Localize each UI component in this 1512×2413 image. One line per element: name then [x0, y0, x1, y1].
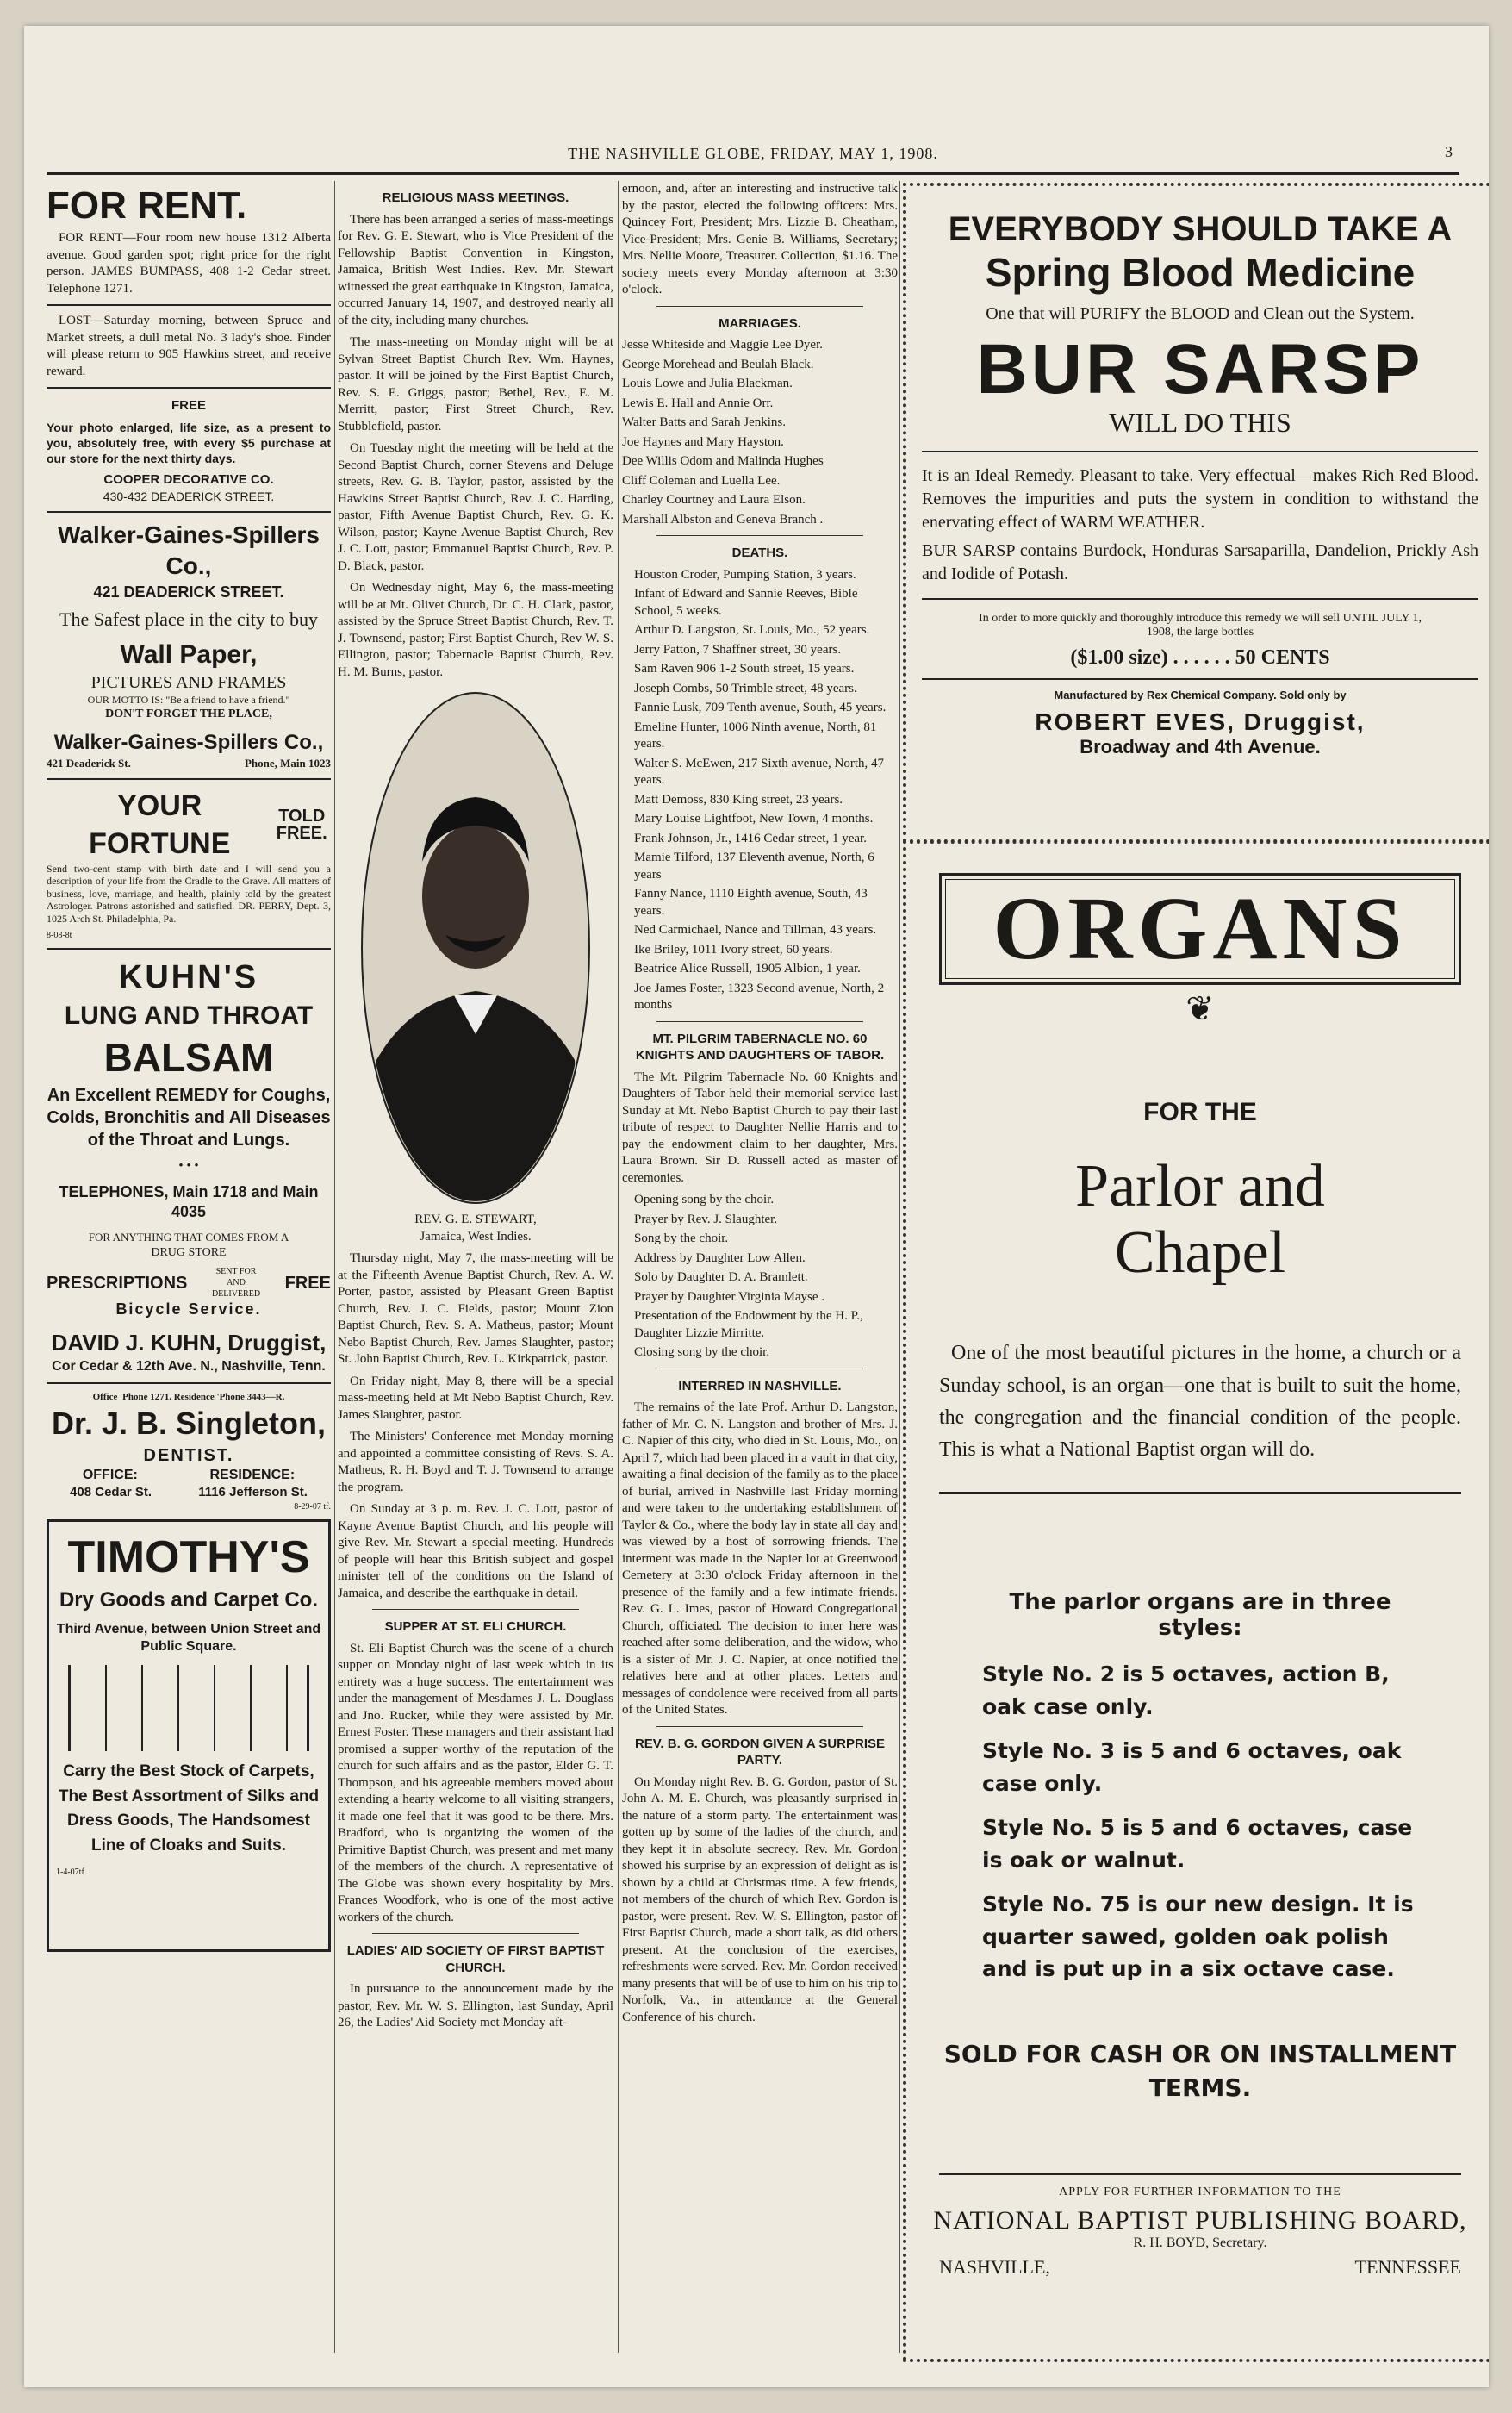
program-item: Prayer by Rev. J. Slaughter. [634, 1212, 778, 1226]
divider [372, 1609, 579, 1610]
divider [922, 598, 1478, 600]
organs-parlor: Parlor and [1075, 1153, 1325, 1220]
divider [656, 1726, 863, 1727]
for-rent-heading: FOR RENT. [47, 184, 247, 227]
fortune-header [47, 787, 331, 863]
organs-apply: APPLY FOR FURTHER INFORMATION TO THE [1059, 2185, 1341, 2199]
death-item: Emeline Hunter, 1006 Ninth avenue, North, 81 years. [634, 720, 877, 751]
organs-location [939, 2256, 1461, 2279]
singleton-addresses [47, 1484, 331, 1501]
bur-intro: In order to more quickly and thoroughly introduce this remedy we will sell UNTIL JULY 1, 1908, the large bottles [979, 612, 1422, 639]
bur-body: It is an Ideal Remedy. Pleasant to take. Very effectual—makes Rich Red Blood. Removes the impurities and puts the system in condition to withstand the enervating effect of WARM WEATHER. [922, 466, 1478, 533]
column-rule [899, 181, 900, 2353]
lost-ad: LOST—Saturday morning, between Spruce and Market streets, a dull metal No. 3 lady's shoe. Finder will please return to 905 Hawkins street, and receive reward. [47, 314, 331, 378]
divider [922, 451, 1478, 452]
singleton-name: Dr. J. B. Singleton, [51, 1405, 327, 1441]
deaths-list [622, 567, 898, 1014]
divider [47, 511, 331, 513]
bur-sarsp-ad [903, 183, 1489, 843]
death-item: Walter S. McEwen, 217 Sixth avenue, North, 47 years. [634, 756, 884, 787]
walker-dont-forget: DON'T FORGET THE PLACE, [105, 708, 272, 721]
interred-heading: INTERRED IN NASHVILLE. [678, 1378, 842, 1394]
article-paragraph: ernoon, and, after an interesting and instructive talk by the pastor, elected the following officers: Mrs. Quincey Fort, President; Mrs. Lizzie B. Cheatham, Vice-President; Mrs. Genie B. Williams, Secretary; Mrs. Nellie Moore, Treasurer. Collection, $1.16. The society meets every Monday afternoon at 3:30 o'clock. [622, 182, 898, 296]
article-paragraph: The Ministers' Conference met Monday morning and appointed a committee consisting of Revs. S. A. Matheus, R. H. Boyd and T. J. Townsend to arrange the program. [338, 1430, 613, 1494]
marriage-item: Marshall Albston and Geneva Branch . [622, 512, 824, 527]
timothys-ad [47, 1519, 331, 1952]
organs-styles-list [982, 1658, 1418, 1986]
walker-tagline: The Safest place in the city to buy [59, 608, 318, 631]
divider [656, 306, 863, 307]
death-item: Fanny Nance, 1110 Eighth avenue, South, 43 years. [634, 887, 868, 918]
page-number: 3 [1445, 143, 1453, 160]
ladies-aid-heading: LADIES' AID SOCIETY OF FIRST BAPTIST CHURCH. [346, 1943, 605, 1975]
religious-heading: RELIGIOUS MASS MEETINGS. [382, 190, 569, 205]
death-item: Joe James Foster, 1323 Second avenue, North, 2 months [634, 981, 885, 1012]
organ-style-item: Style No. 2 is 5 octaves, action B, oak case only. [982, 1662, 1390, 1719]
singleton-residence-label: RESIDENCE: [209, 1467, 296, 1482]
bur-price: ($1.00 size) . . . . . . 50 CENTS [1070, 646, 1330, 670]
organs-city: NASHVILLE, [939, 2256, 1050, 2279]
organs-title-frame [939, 873, 1461, 985]
program-item: Closing song by the choir. [634, 1345, 770, 1359]
pilgrim-heading: MT. PILGRIM TABERNACLE NO. 60 KNIGHTS AND DAUGHTERS OF TABOR. [635, 1031, 885, 1063]
singleton-phones: Office 'Phone 1271. Residence 'Phone 3443—R. [92, 1392, 285, 1403]
fortune-text: Send two-cent stamp with birth date and I will send you a description of your life from the Cradle to the Grave. All matters of business, love, marriage, and health, plainly told by the greatest Astrologer. Patrons astonished and satisfied. DR. PERRY, Dept. 3, 1025 Arch St. Philadelphia, Pa. [47, 862, 331, 925]
marriage-item: Charley Courtney and Laura Elson. [622, 493, 806, 507]
organs-sold: SOLD FOR CASH OR ON INSTALLMENT TERMS. [943, 2039, 1457, 2102]
program-list [622, 1192, 898, 1362]
flourish-ornament: ❦ [1185, 989, 1215, 1029]
divider [47, 778, 331, 780]
walker-wallpaper: Wall Paper, [120, 639, 258, 669]
bur-seller: ROBERT EVES, Druggist, [1035, 708, 1366, 736]
article-paragraph: On Wednesday night, May 6, the mass-meeting will be at Mt. Olivet Church, Dr. C. H. Clark, pastor, assisted by the Spruce Street Baptist Church, Rev. T. J. Townsend, pastor; First Baptist Church, Rev W. S. Ellington, pastor; Tabernacle Baptist Church, Rev. H. M. Burns, pastor. [338, 581, 613, 679]
marriage-item: Lewis E. Hall and Annie Orr. [622, 396, 774, 410]
bur-brand: BUR SARSP [976, 330, 1424, 408]
masthead-line: THE NASHVILLE GLOBE, FRIDAY, MAY 1, 1908. [568, 145, 938, 162]
death-item: Ike Briley, 1011 Ivory street, 60 years. [634, 942, 833, 957]
timothys-subtitle: Dry Goods and Carpet Co. [59, 1588, 319, 1612]
article-paragraph: There has been arranged a series of mass-meetings for Rev. G. E. Stewart, who is Vice President of the Fellowship Baptist Convention in Kingston, Jamaica, British West Indies. Rev. Mr. Stewart witnessed the great earthquake in Kingston, Jamaica, occurred January 14, 1907, and destroyed nearly all of the city, including many churches. [338, 212, 613, 327]
marriages-heading: MARRIAGES. [719, 315, 801, 331]
walker-ad [47, 520, 331, 771]
bur-line1: EVERYBODY SHOULD TAKE A [948, 210, 1453, 248]
death-item: Mamie Tilford, 137 Eleventh avenue, North, 6 years [634, 851, 874, 882]
program-item: Prayer by Daughter Virginia Mayse . [634, 1289, 824, 1304]
divider [939, 1492, 1461, 1494]
article-paragraph: The mass-meeting on Monday night will be at Sylvan Street Baptist Church Rev. Wm. Haynes, pastor. It will be joined by the First Baptist Church, Rev. S. E. Griggs, pastor; Bethel, Rev., E. M. Merritt, pastor; First Street Church, Rev. Stubblefield, pastor. [338, 335, 613, 433]
death-item: Houston Croder, Pumping Station, 3 years. [634, 567, 856, 582]
walker-pictures: PICTURES AND FRAMES [90, 672, 287, 692]
portrait-caption-place: Jamaica, West Indies. [420, 1229, 532, 1244]
singleton-dentist: DENTIST. [143, 1445, 234, 1465]
organ-style-item: Style No. 5 is 5 and 6 octaves, case is oak or walnut. [982, 1815, 1413, 1873]
column-rule [334, 181, 335, 2353]
fortune-code: 8-08-8t [47, 930, 72, 940]
death-item: Arthur D. Langston, St. Louis, Mo., 52 years. [634, 623, 870, 637]
walker-signature: Walker-Gaines-Spillers Co., [53, 731, 324, 755]
marriage-item: Cliff Coleman and Luella Lee. [622, 473, 781, 488]
timothys-text: Carry the Best Stock of Carpets, The Best Assortment of Silks and Dress Goods, The Handsomest Line of Cloaks and Suits. [58, 1762, 320, 1855]
kuhn-ad [47, 957, 331, 1376]
marriage-item: Dee Willis Odom and Malinda Hughes [622, 454, 824, 468]
divider [656, 1021, 863, 1022]
death-item: Fannie Lusk, 709 Tenth avenue, South, 45 years. [634, 701, 887, 714]
for-rent-ad: FOR RENT—Four room new house 1312 Alberta avenue. Good garden spot; right price for the right person. JAMES BUMPASS, 408 1-2 Cedar street. Telephone 1271. [47, 231, 331, 296]
organs-ad [903, 840, 1489, 2362]
marriage-item: George Morehead and Beulah Black. [622, 357, 814, 371]
walker-motto: OUR MOTTO IS: "Be a friend to have a friend." [87, 693, 290, 706]
death-item: Jerry Patton, 7 Shaffner street, 30 years. [634, 642, 842, 657]
cooper-name: COOPER DECORATIVE CO. [103, 472, 274, 488]
divider [939, 2173, 1461, 2175]
organ-style-item: Style No. 75 is our new design. It is quarter sawed, golden oak polish and is put up in a six octave case. [982, 1892, 1414, 1982]
walker-footer [47, 757, 331, 771]
divider [372, 1933, 579, 1934]
marriage-item: Walter Batts and Sarah Jenkins. [622, 415, 786, 429]
fortune-title: YOUR FORTUNE [89, 789, 231, 860]
singleton-office: 408 Cedar St. [70, 1485, 152, 1500]
death-item: Mary Louise Lightfoot, New Town, 4 months. [634, 812, 874, 826]
walker-address: 421 DEADERICK STREET. [93, 583, 284, 601]
program-item: Solo by Daughter D. A. Bramlett. [634, 1270, 808, 1284]
article-paragraph: St. Eli Baptist Church was the scene of a church supper on Monday night of last week which in its entirety was a huge success. The entertainment was under the management of Mesdames J. L. Douglass and Jno. Rucker, while they were assisted by Mr. Ernest Foster. These managers and their assistant had promised a supper worthy of the reputation of the church for such affairs and as the pastor, Elder G. T. Thompson, and his agreeable members moved about extending a hearty welcome to all visiting strangers, it made one feel that it was good to be there. Mrs. Bradford, who is organizing the women of the Primitive Baptist Church, was present and met many of the members of the church. A representative of The Globe was shown every hospitality by Mrs. Frances Woodfork, who is one of the most active workers of the church. [338, 1641, 613, 1924]
bur-line3: One that will PURIFY the BLOOD and Clean out the System. [986, 304, 1415, 323]
article-paragraph: The remains of the late Prof. Arthur D. Langston, father of Mr. C. N. Langston and brother of Mrs. J. C. Napier of this city, who died in St. Louis, Mo., on April 7, which had been placed in a vault in that city, awaiting a final decision of the family as to the place of burial, arrived in Nashville last Friday morning and were taken to the undertaking establishment of Taylor & Co., where the body lay in state all day and was viewed by a host of sorrowing friends. The interment was made in the Napier lot at Greenwood Cemetery at 3:30 o'clock Friday afternoon in the presence of the family and a few intimate friends. Rev. G. L. Imes, pastor of Howard Congregational Church, officiated. The decision to inter here was reached after some deliberation, and the widow, who is a sister of Mr. J. C. Napier, at once notified the relatives here and at other places. Letters and messages of condolence were received from all parts of the United States. [622, 1400, 898, 1717]
death-item: Frank Johnson, Jr., 1416 Cedar street, 1 year. [634, 831, 867, 845]
deaths-heading: DEATHS. [731, 546, 788, 560]
divider [47, 948, 331, 950]
fortune-ad [47, 787, 331, 941]
walker-street: 421 Deaderick St. [47, 756, 131, 770]
timothys-border-ornament [68, 1665, 309, 1751]
walker-title: Walker-Gaines-Spillers Co., [58, 521, 320, 580]
kuhn-prescriptions: PRESCRIPTIONS [47, 1273, 188, 1293]
article-paragraph: On Friday night, May 8, there will be a special mass-meeting held at Mt Nebo Baptist Church, Rev. James Slaughter, pastor. [338, 1374, 613, 1422]
death-item: Joseph Combs, 50 Trimble street, 48 years. [634, 681, 857, 695]
death-item: Beatrice Alice Russell, 1905 Albion, 1 year. [634, 962, 861, 976]
organs-state: TENNESSEE [1354, 2256, 1461, 2279]
kuhn-lung: LUNG AND THROAT [64, 1001, 314, 1031]
organs-description: One of the most beautiful pictures in the home, a church or a Sunday school, is an organ—one that is built to suit the home, the congregation and the financial condition of the people. This is what a National Baptist organ will do. [939, 1342, 1461, 1461]
column-notices [622, 181, 898, 2353]
bur-will: WILL DO THIS [1109, 407, 1291, 439]
kuhn-balsam: BALSAM [103, 1035, 274, 1081]
article-paragraph: On Monday night Rev. B. G. Gordon, pastor of St. John A. M. E. Church, was pleasantly surprised in the nature of a storm party. The entertainment was gotten up by some of the ladies of the church, and they kept it in absolute secrecy. Rev. Mr. Gordon showed his surprise by an expression of delight as is shown by a child at Christmas time. A few friends, not members of the church of which Rev. Gordon is pastor, were present. Rev. W. S. Ellington, pastor of First Baptist Church, made a short talk, as did others present. At the conclusion of the exercises, refreshments were served. Rev. Mr. Gordon received many presents that will be of use to him on his trip to Norfolk, Va., in attendance at the General Conference of his church. [622, 1774, 898, 2024]
kuhn-title: KUHN'S [118, 958, 259, 995]
kuhn-address: Cor Cedar & 12th Ave. N., Nashville, Tenn. [52, 1358, 326, 1374]
death-item: Sam Raven 906 1-2 South street, 15 years. [634, 662, 855, 676]
kuhn-dots: • • • [178, 1159, 199, 1174]
divider [47, 304, 331, 306]
singleton-office-label: OFFICE: [82, 1467, 138, 1482]
supper-heading: SUPPER AT ST. ELI CHURCH. [384, 1619, 567, 1634]
singleton-ad [47, 1391, 331, 1512]
organs-for-the: FOR THE [1143, 1098, 1257, 1127]
divider [47, 1382, 331, 1384]
gordon-heading: REV. B. G. GORDON GIVEN A SURPRISE PARTY. [634, 1736, 886, 1768]
singleton-labels [47, 1467, 331, 1485]
portrait-caption-name: REV. G. E. STEWART, [414, 1213, 537, 1226]
bur-line2: Spring Blood Medicine [985, 250, 1416, 295]
walker-phone: Phone, Main 1023 [244, 756, 331, 770]
program-item: Opening song by the choir. [634, 1193, 775, 1206]
column-classifieds [47, 181, 331, 2353]
kuhn-name: DAVID J. KUHN, Druggist, [51, 1329, 327, 1356]
organs-secretary: R. H. BOYD, Secretary. [1133, 2235, 1267, 2251]
kuhn-telephones: TELEPHONES, Main 1718 and Main 4035 [59, 1182, 319, 1220]
marriage-item: Jesse Whiteside and Maggie Lee Dyer. [622, 338, 823, 352]
page-header [47, 121, 1459, 175]
organ-style-item: Style No. 3 is 5 and 6 octaves, oak case only. [982, 1738, 1402, 1796]
kuhn-bicycle: Bicycle Service. [115, 1300, 262, 1319]
kuhn-anything: FOR ANYTHING THAT COMES FROM A [88, 1231, 289, 1244]
singleton-code: 8-29-07 tf. [294, 1501, 331, 1512]
death-item: Ned Carmichael, Nance and Tillman, 43 years. [634, 923, 877, 937]
kuhn-free: FREE [284, 1273, 331, 1293]
organs-styles-intro: The parlor organs are in three styles: [1009, 1589, 1391, 1642]
bur-body2: BUR SARSP contains Burdock, Honduras Sarsaparilla, Dandelion, Prickly Ash and Iodide of Potash. [922, 541, 1478, 584]
singleton-residence: 1116 Jefferson St. [198, 1485, 308, 1500]
cooper-address: 430-432 DEADERICK STREET. [103, 489, 275, 503]
kuhn-prescriptions-row [47, 1266, 331, 1300]
organs-board: NATIONAL BAPTIST PUBLISHING BOARD, [933, 2206, 1467, 2235]
kuhn-sent: SENT FOR AND DELIVERED [211, 1267, 261, 1300]
program-item: Song by the choir. [634, 1231, 729, 1245]
column-rule [618, 181, 619, 2353]
organs-chapel: Chapel [1114, 1219, 1286, 1287]
kuhn-description: An Excellent REMEDY for Coughs, Colds, Bronchitis and All Diseases of the Throat and Lungs. [47, 1086, 331, 1150]
timothys-code: 1-4-07tf [56, 1867, 84, 1878]
article-paragraph: The Mt. Pilgrim Tabernacle No. 60 Knights and Daughters of Tabor held their memorial service last Sunday at Mt. Nebo Baptist Church to pay their last tribute of respect to Daughter Nellie Harris and to pay the endowment claim to her daughter, Mrs. Laura Brown. Sir D. Russell acted as master of ceremonies. [622, 1069, 898, 1185]
portrait-image [359, 689, 592, 1206]
bur-manufactured: Manufactured by Rex Chemical Company. Sold only by [1054, 689, 1347, 702]
program-item: Address by Daughter Low Allen. [634, 1250, 806, 1265]
divider [656, 535, 863, 536]
timothys-title: TIMOTHY'S [67, 1531, 310, 1582]
article-paragraph: On Tuesday night the meeting will be held at the Second Baptist Church, corner Stevens and Deluge streets, Rev. G. B. Taylor, pastor, assisted by the Hawkins Street Baptist Church, Rev. J. C. Harding, pastor, Fifth Avenue Baptist Church, Rev. G. K. Wilson, pastor; Kayne Avenue Baptist Church, Rev J. C. Lott, pastor; Emmanuel Baptist Church, Rev. P. D. Black, pastor. [338, 441, 613, 573]
organs-title: ORGANS [945, 879, 1455, 979]
fortune-told-free: TOLD FREE. [276, 806, 327, 843]
death-item: Infant of Edward and Sannie Reeves, Bible School, 5 weeks. [634, 587, 858, 618]
article-paragraph: On Sunday at 3 p. m. Rev. J. C. Lott, pastor of Kayne Avenue Baptist Church, and his people will give Rev. Mr. Stewart a special meeting. Hundreds of people will hear this British subject and gospel minister tell of the conditions on the Island of Jamaica, and describe the earthquake in detail. [338, 1502, 613, 1600]
article-paragraph: In pursuance to the announcement made by the pastor, Rev. Mr. W. S. Ellington, last Sunday, April 26, the Ladies' Aid Society met Monday aft- [338, 1982, 613, 2030]
column-religious [338, 181, 613, 2353]
bur-address: Broadway and 4th Avenue. [1080, 736, 1321, 758]
kuhn-drug-store: DRUG STORE [151, 1246, 227, 1260]
free-heading: FREE [171, 398, 206, 414]
death-item: Matt Demoss, 830 King street, 23 years. [634, 792, 843, 807]
marriage-item: Joe Haynes and Mary Hayston. [622, 434, 784, 449]
timothys-address: Third Avenue, between Union Street and Public Square. [56, 1621, 321, 1655]
free-ad: Your photo enlarged, life size, as a present to you, absolutely free, with every $5 purchase at our store for the next thirty days. [47, 420, 331, 466]
article-paragraph: Thursday night, May 7, the mass-meeting will be at the Fifteenth Avenue Baptist Church, Rev. A. W. Porter, pastor, assisted by Pleasant Green Baptist Church, Rev. J. C. Fields, pastor; Mount Zion Baptist Church, Rev. S. A. Matheus, pastor; Mount Nebo Baptist Church, Rev. James Slaughter, pastor; St. John Baptist Church, Rev. L. Kirkpatrick, pastor. [338, 1251, 613, 1366]
program-item: Presentation of the Endowment by the H. P., Daughter Lizzie Mirritte. [634, 1309, 863, 1340]
divider [47, 387, 331, 389]
marriages-list [622, 337, 898, 528]
divider [922, 678, 1478, 680]
newspaper-page [24, 26, 1489, 2387]
marriage-item: Louis Lowe and Julia Blackman. [622, 377, 793, 390]
